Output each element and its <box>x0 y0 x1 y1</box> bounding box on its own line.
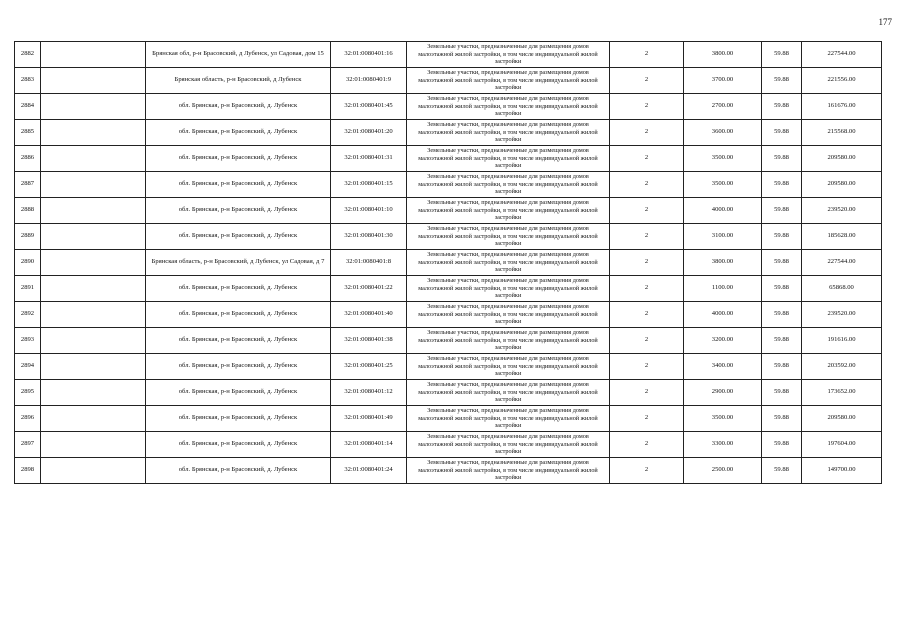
area-cell: 3500.00 <box>684 146 762 172</box>
cadastral-number-cell: 32:01:0080401:49 <box>331 406 407 432</box>
address-cell: обл. Брянская, р-н Брасовский, д. Лубенск <box>146 146 331 172</box>
area-cell: 2500.00 <box>684 458 762 484</box>
table-row <box>15 224 882 250</box>
land-purpose-cell: Земельные участки, предназначенные для размещения домов малоэтажной жилой застройки, в том числе индивидуальной жилой застройки <box>407 380 610 406</box>
address-cell: Брянская обл, р-н Брасовский, д Лубенск, ул Садовая, дом 15 <box>146 42 331 68</box>
cadastral-value-cell: 209580.00 <box>802 172 882 198</box>
row-number-cell: 2894 <box>15 354 41 380</box>
land-purpose-cell: Земельные участки, предназначенные для размещения домов малоэтажной жилой застройки, в том числе индивидуальной жилой застройки <box>407 302 610 328</box>
cadastral-value-cell: 65868.00 <box>802 276 882 302</box>
rate-cell: 59.88 <box>762 198 802 224</box>
empty-cell <box>41 250 146 276</box>
group-cell: 2 <box>610 354 684 380</box>
table-row <box>15 380 882 406</box>
cadastral-value-cell: 227544.00 <box>802 250 882 276</box>
cadastral-value-cell: 191616.00 <box>802 328 882 354</box>
row-number-cell: 2895 <box>15 380 41 406</box>
land-purpose-cell: Земельные участки, предназначенные для размещения домов малоэтажной жилой застройки, в том числе индивидуальной жилой застройки <box>407 406 610 432</box>
empty-cell <box>41 94 146 120</box>
rate-cell: 59.88 <box>762 42 802 68</box>
row-number-cell: 2892 <box>15 302 41 328</box>
group-cell: 2 <box>610 380 684 406</box>
table-row <box>15 302 882 328</box>
table-row <box>15 354 882 380</box>
cadastral-number-cell: 32:01:0080401:40 <box>331 302 407 328</box>
table-row <box>15 172 882 198</box>
group-cell: 2 <box>610 146 684 172</box>
rate-cell: 59.88 <box>762 94 802 120</box>
empty-cell <box>41 354 146 380</box>
rate-cell: 59.88 <box>762 172 802 198</box>
area-cell: 2900.00 <box>684 380 762 406</box>
cadastral-value-cell: 149700.00 <box>802 458 882 484</box>
address-cell: Брянская область, р-н Брасовский, д Лубенск, ул Садовая, д 7 <box>146 250 331 276</box>
cadastral-value-cell: 227544.00 <box>802 42 882 68</box>
row-number-cell: 2898 <box>15 458 41 484</box>
table-row <box>15 42 882 68</box>
land-purpose-cell: Земельные участки, предназначенные для размещения домов малоэтажной жилой застройки, в том числе индивидуальной жилой застройки <box>407 94 610 120</box>
cadastral-number-cell: 32:01:0080401:12 <box>331 380 407 406</box>
group-cell: 2 <box>610 406 684 432</box>
row-number-cell: 2885 <box>15 120 41 146</box>
area-cell: 1100.00 <box>684 276 762 302</box>
cadastral-number-cell: 32:01:0080401:22 <box>331 276 407 302</box>
group-cell: 2 <box>610 172 684 198</box>
row-number-cell: 2889 <box>15 224 41 250</box>
table-row <box>15 198 882 224</box>
group-cell: 2 <box>610 276 684 302</box>
row-number-cell: 2882 <box>15 42 41 68</box>
cadastral-number-cell: 32:01:0080401:31 <box>331 146 407 172</box>
page-number: 177 <box>878 17 892 27</box>
address-cell: обл. Брянская, р-н Брасовский, д. Лубенск <box>146 406 331 432</box>
empty-cell <box>41 224 146 250</box>
address-cell: обл. Брянская, р-н Брасовский, д. Лубенск <box>146 172 331 198</box>
table-row <box>15 68 882 94</box>
address-cell: обл. Брянская, р-н Брасовский, д. Лубенск <box>146 120 331 146</box>
cadastral-value-cell: 239520.00 <box>802 198 882 224</box>
group-cell: 2 <box>610 328 684 354</box>
empty-cell <box>41 328 146 354</box>
land-purpose-cell: Земельные участки, предназначенные для размещения домов малоэтажной жилой застройки, в том числе индивидуальной жилой застройки <box>407 432 610 458</box>
empty-cell <box>41 406 146 432</box>
address-cell: обл. Брянская, р-н Брасовский, д. Лубенск <box>146 432 331 458</box>
cadastral-value-cell: 185628.00 <box>802 224 882 250</box>
area-cell: 3700.00 <box>684 68 762 94</box>
cadastral-number-cell: 32:01:0080401:8 <box>331 250 407 276</box>
area-cell: 4000.00 <box>684 302 762 328</box>
area-cell: 3600.00 <box>684 120 762 146</box>
table-row <box>15 120 882 146</box>
land-purpose-cell: Земельные участки, предназначенные для размещения домов малоэтажной жилой застройки, в том числе индивидуальной жилой застройки <box>407 68 610 94</box>
cadastral-value-cell: 221556.00 <box>802 68 882 94</box>
address-cell: Брянская область, р-н Брасовский, д Лубенск <box>146 68 331 94</box>
area-cell: 3400.00 <box>684 354 762 380</box>
empty-cell <box>41 302 146 328</box>
group-cell: 2 <box>610 302 684 328</box>
cadastral-value-cell: 239520.00 <box>802 302 882 328</box>
rate-cell: 59.88 <box>762 146 802 172</box>
row-number-cell: 2883 <box>15 68 41 94</box>
group-cell: 2 <box>610 432 684 458</box>
group-cell: 2 <box>610 198 684 224</box>
cadastral-number-cell: 32:01:0080401:25 <box>331 354 407 380</box>
land-purpose-cell: Земельные участки, предназначенные для размещения домов малоэтажной жилой застройки, в том числе индивидуальной жилой застройки <box>407 42 610 68</box>
table-row <box>15 328 882 354</box>
table-row <box>15 406 882 432</box>
land-registry-table <box>14 41 882 484</box>
cadastral-number-cell: 32:01:0080401:15 <box>331 172 407 198</box>
cadastral-number-cell: 32:01:0080401:45 <box>331 94 407 120</box>
area-cell: 3100.00 <box>684 224 762 250</box>
rate-cell: 59.88 <box>762 328 802 354</box>
table-row <box>15 146 882 172</box>
address-cell: обл. Брянская, р-н Брасовский, д. Лубенск <box>146 302 331 328</box>
area-cell: 3800.00 <box>684 42 762 68</box>
cadastral-value-cell: 197604.00 <box>802 432 882 458</box>
rate-cell: 59.88 <box>762 380 802 406</box>
group-cell: 2 <box>610 250 684 276</box>
rate-cell: 59.88 <box>762 250 802 276</box>
cadastral-number-cell: 32:01:0080401:38 <box>331 328 407 354</box>
empty-cell <box>41 432 146 458</box>
empty-cell <box>41 198 146 224</box>
group-cell: 2 <box>610 458 684 484</box>
rate-cell: 59.88 <box>762 406 802 432</box>
empty-cell <box>41 146 146 172</box>
table-body <box>15 42 882 484</box>
land-purpose-cell: Земельные участки, предназначенные для размещения домов малоэтажной жилой застройки, в том числе индивидуальной жилой застройки <box>407 328 610 354</box>
area-cell: 2700.00 <box>684 94 762 120</box>
cadastral-value-cell: 203592.00 <box>802 354 882 380</box>
cadastral-number-cell: 32:01:0080401:24 <box>331 458 407 484</box>
group-cell: 2 <box>610 224 684 250</box>
row-number-cell: 2886 <box>15 146 41 172</box>
cadastral-number-cell: 32:01:0080401:9 <box>331 68 407 94</box>
address-cell: обл. Брянская, р-н Брасовский, д. Лубенск <box>146 198 331 224</box>
area-cell: 4000.00 <box>684 198 762 224</box>
rate-cell: 59.88 <box>762 224 802 250</box>
empty-cell <box>41 458 146 484</box>
table-row <box>15 250 882 276</box>
cadastral-number-cell: 32:01:0080401:30 <box>331 224 407 250</box>
table-row <box>15 276 882 302</box>
table-row <box>15 432 882 458</box>
area-cell: 3300.00 <box>684 432 762 458</box>
land-purpose-cell: Земельные участки, предназначенные для размещения домов малоэтажной жилой застройки, в том числе индивидуальной жилой застройки <box>407 120 610 146</box>
address-cell: обл. Брянская, р-н Брасовский, д. Лубенск <box>146 224 331 250</box>
row-number-cell: 2884 <box>15 94 41 120</box>
cadastral-value-cell: 173652.00 <box>802 380 882 406</box>
address-cell: обл. Брянская, р-н Брасовский, д. Лубенск <box>146 94 331 120</box>
row-number-cell: 2896 <box>15 406 41 432</box>
row-number-cell: 2891 <box>15 276 41 302</box>
rate-cell: 59.88 <box>762 354 802 380</box>
land-purpose-cell: Земельные участки, предназначенные для размещения домов малоэтажной жилой застройки, в том числе индивидуальной жилой застройки <box>407 458 610 484</box>
land-purpose-cell: Земельные участки, предназначенные для размещения домов малоэтажной жилой застройки, в том числе индивидуальной жилой застройки <box>407 198 610 224</box>
empty-cell <box>41 276 146 302</box>
rate-cell: 59.88 <box>762 432 802 458</box>
cadastral-number-cell: 32:01:0080401:10 <box>331 198 407 224</box>
row-number-cell: 2893 <box>15 328 41 354</box>
land-purpose-cell: Земельные участки, предназначенные для размещения домов малоэтажной жилой застройки, в том числе индивидуальной жилой застройки <box>407 250 610 276</box>
land-purpose-cell: Земельные участки, предназначенные для размещения домов малоэтажной жилой застройки, в том числе индивидуальной жилой застройки <box>407 172 610 198</box>
group-cell: 2 <box>610 120 684 146</box>
row-number-cell: 2890 <box>15 250 41 276</box>
group-cell: 2 <box>610 94 684 120</box>
row-number-cell: 2887 <box>15 172 41 198</box>
cadastral-number-cell: 32:01:0080401:20 <box>331 120 407 146</box>
cadastral-value-cell: 209580.00 <box>802 406 882 432</box>
area-cell: 3500.00 <box>684 406 762 432</box>
group-cell: 2 <box>610 42 684 68</box>
table-row <box>15 94 882 120</box>
row-number-cell: 2888 <box>15 198 41 224</box>
rate-cell: 59.88 <box>762 458 802 484</box>
rate-cell: 59.88 <box>762 276 802 302</box>
address-cell: обл. Брянская, р-н Брасовский, д. Лубенск <box>146 276 331 302</box>
area-cell: 3800.00 <box>684 250 762 276</box>
rate-cell: 59.88 <box>762 302 802 328</box>
land-purpose-cell: Земельные участки, предназначенные для размещения домов малоэтажной жилой застройки, в том числе индивидуальной жилой застройки <box>407 146 610 172</box>
cadastral-value-cell: 161676.00 <box>802 94 882 120</box>
empty-cell <box>41 68 146 94</box>
cadastral-value-cell: 209580.00 <box>802 146 882 172</box>
area-cell: 3200.00 <box>684 328 762 354</box>
group-cell: 2 <box>610 68 684 94</box>
land-purpose-cell: Земельные участки, предназначенные для размещения домов малоэтажной жилой застройки, в том числе индивидуальной жилой застройки <box>407 224 610 250</box>
empty-cell <box>41 120 146 146</box>
row-number-cell: 2897 <box>15 432 41 458</box>
table-row <box>15 458 882 484</box>
cadastral-value-cell: 215568.00 <box>802 120 882 146</box>
address-cell: обл. Брянская, р-н Брасовский, д. Лубенск <box>146 380 331 406</box>
cadastral-number-cell: 32:01:0080401:14 <box>331 432 407 458</box>
address-cell: обл. Брянская, р-н Брасовский, д. Лубенск <box>146 354 331 380</box>
land-purpose-cell: Земельные участки, предназначенные для размещения домов малоэтажной жилой застройки, в том числе индивидуальной жилой застройки <box>407 276 610 302</box>
empty-cell <box>41 380 146 406</box>
empty-cell <box>41 42 146 68</box>
address-cell: обл. Брянская, р-н Брасовский, д. Лубенск <box>146 458 331 484</box>
land-purpose-cell: Земельные участки, предназначенные для размещения домов малоэтажной жилой застройки, в том числе индивидуальной жилой застройки <box>407 354 610 380</box>
rate-cell: 59.88 <box>762 68 802 94</box>
cadastral-number-cell: 32:01:0080401:16 <box>331 42 407 68</box>
rate-cell: 59.88 <box>762 120 802 146</box>
address-cell: обл. Брянская, р-н Брасовский, д. Лубенск <box>146 328 331 354</box>
empty-cell <box>41 172 146 198</box>
area-cell: 3500.00 <box>684 172 762 198</box>
